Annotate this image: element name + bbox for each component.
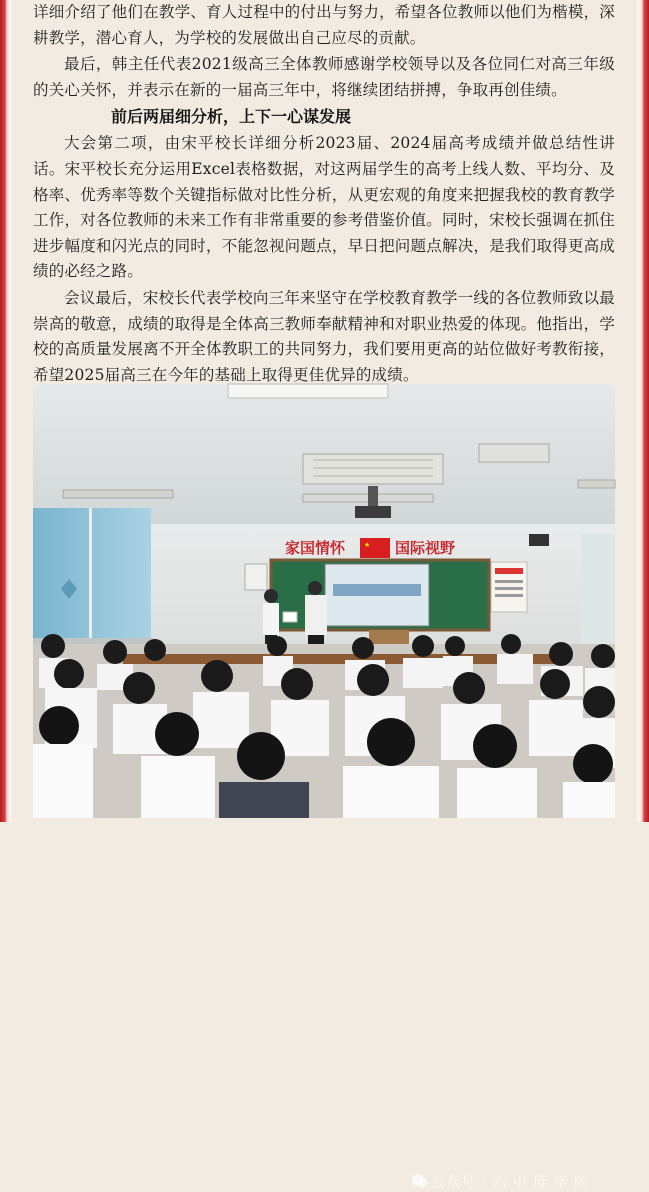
paragraph-4: 会议最后，宋校长代表学校向三年来坚守在学校教育教学一线的各位教师致以最崇高的敬意，成绩的取得是全体高三教师奉献精神和对职业热爱的体现。他指出，学校的高质量发展离不开全体教职工的共同努力，我们要用更高的站位做好考教衔接，希望2025届高三在今年的基础上取得更佳优异的成绩。 <box>33 288 615 384</box>
paragraph-1-tail: 详细介绍了他们在教学、育人过程中的付出与努力，希望各位教师以他们为楷模，深耕教学，潜心育人，为学校的发展做出自己应尽的贡献。 <box>33 3 615 47</box>
watermark: 公众号 · 六 中 度 学 院 <box>431 1175 590 1191</box>
left-red-border <box>0 0 14 822</box>
paragraph-2: 最后，韩主任代表2021级高三全体教师感谢学校领导以及各位同仁对高三年级的关心关怀，并表示在新的一届高三年中，将继续团结拼搏，争取再创佳绩。 <box>33 55 615 99</box>
meeting-photo <box>33 384 615 1191</box>
svg-text:★: ★ <box>364 541 371 549</box>
paragraph-3: 大会第二项，由宋平校长详细分析2023届、2024届高考成绩并做总结性讲话。宋平校长充分运用Excel表格数据，对这两届学生的高考上线人数、平均分、及格率、优秀率等数个关键指标做对比性分析，从更宏观的角度来把握我校的教育教学工作，对各位教师的未来工作有非常重要的参考借鉴价值。同时，宋校长强调在抓住进步幅度和闪光点的同时，不能忽视问题点，早日把问题点解决，是我们取得更高成绩的必经之路。 <box>33 134 615 281</box>
right-red-border <box>634 0 649 822</box>
article-body <box>33 0 615 388</box>
banner-left-text: 家国情怀 <box>285 539 346 557</box>
banner-right-text: 国际视野 <box>395 539 456 557</box>
classroom-scene <box>33 384 615 818</box>
section-heading: 前后两届细分析，上下一心谋发展 <box>111 107 352 127</box>
wechat-icon <box>411 1172 429 1190</box>
